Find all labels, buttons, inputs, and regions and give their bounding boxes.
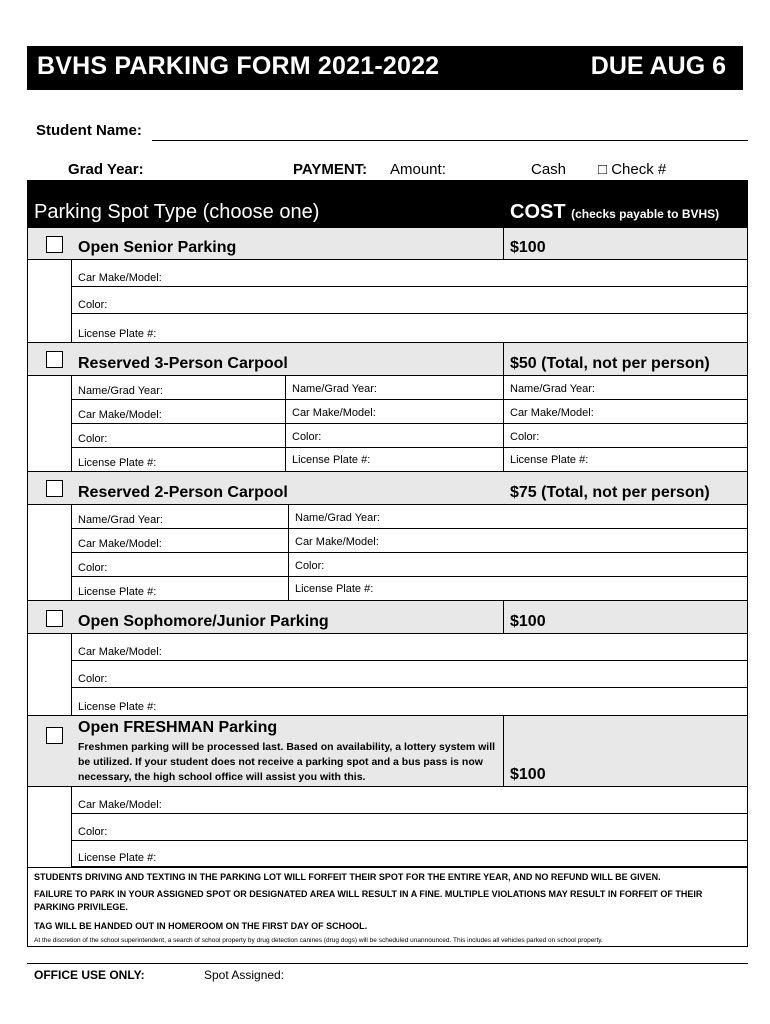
freshman-checkbox[interactable] bbox=[46, 727, 63, 744]
field-label: License Plate #: bbox=[78, 586, 157, 598]
field-label: Name/Grad Year: bbox=[78, 385, 163, 397]
divider bbox=[503, 716, 504, 786]
field-label: Car Make/Model: bbox=[78, 409, 162, 421]
senior-car-field[interactable] bbox=[72, 260, 747, 287]
section-senior bbox=[28, 227, 747, 260]
cost-header bbox=[510, 201, 719, 224]
carpool2-cost: $75 (Total, not per person) bbox=[510, 484, 710, 501]
office-use bbox=[27, 963, 748, 982]
field-label: Car Make/Model: bbox=[292, 407, 376, 419]
field-label: Color: bbox=[295, 560, 325, 572]
notice-tag: TAG WILL BE HANDED OUT IN HOMEROOM ON THE FIRST DAY OF SCHOOL. bbox=[34, 921, 368, 931]
notice-search: At the discretion of the school superintendent, a search of school property by drug detection canines (drug dogs) will be scheduled unannounced. This includes all vehicles parked on school property. bbox=[34, 937, 603, 944]
carpool2-car-row[interactable] bbox=[72, 529, 747, 553]
field-label: Color: bbox=[78, 673, 108, 685]
divider bbox=[503, 228, 504, 259]
carpool3-col2 bbox=[285, 376, 377, 471]
row-gutter bbox=[28, 260, 72, 342]
cash-label: Cash bbox=[531, 161, 567, 178]
field-label: Color: bbox=[78, 562, 108, 574]
carpool3-color-row[interactable] bbox=[72, 424, 747, 448]
field-label: Color: bbox=[292, 431, 322, 443]
field-label: License Plate #: bbox=[78, 328, 157, 340]
freshman-note: Freshmen parking will be processed last. Based on availability, a lottery system will be utilized. If your student does not receive a parking spot and a bus pass is now necessary, the high school office will assist you with this. bbox=[78, 741, 496, 783]
freshman-plate-field[interactable] bbox=[72, 841, 747, 867]
section-sophjr bbox=[28, 600, 747, 634]
carpool2-title: Reserved 2-Person Carpool bbox=[78, 484, 288, 501]
field-label: License Plate #: bbox=[78, 701, 157, 713]
senior-checkbox[interactable] bbox=[46, 236, 63, 253]
check-label: □ Check # bbox=[598, 161, 667, 178]
carpool2-col2 bbox=[288, 505, 380, 600]
type-header: Parking Spot Type (choose one) bbox=[34, 201, 320, 223]
carpool3-car-row[interactable] bbox=[72, 400, 747, 424]
carpool2-checkbox[interactable] bbox=[46, 480, 63, 497]
section-carpool2 bbox=[28, 471, 747, 505]
row-gutter bbox=[28, 787, 72, 867]
field-label: Car Make/Model: bbox=[78, 799, 162, 811]
table-header bbox=[28, 181, 747, 227]
sophjr-checkbox[interactable] bbox=[46, 610, 63, 627]
freshman-title: Open FRESHMAN Parking bbox=[78, 719, 278, 736]
payment-label: PAYMENT: bbox=[293, 161, 368, 178]
cost-note: (checks payable to BVHS) bbox=[571, 207, 720, 221]
field-label: Color: bbox=[78, 299, 108, 311]
carpool3-title: Reserved 3-Person Carpool bbox=[78, 355, 288, 372]
section-carpool3 bbox=[28, 342, 747, 376]
field-label: Name/Grad Year: bbox=[295, 512, 380, 524]
field-label: Color: bbox=[510, 431, 540, 443]
spot-assigned-label: Spot Assigned: bbox=[204, 968, 285, 982]
field-label: Name/Grad Year: bbox=[292, 383, 377, 395]
carpool2-plate-row[interactable] bbox=[72, 577, 747, 600]
senior-cost: $100 bbox=[510, 239, 546, 256]
field-label: License Plate #: bbox=[78, 852, 157, 864]
notice-fine: FAILURE TO PARK IN YOUR ASSIGNED SPOT OR DESIGNATED AREA WILL RESULT IN A FINE. MULTIPLE VIOLATIONS MAY RESULT IN FORFEIT OF THEIR PARKING PRIVILEGE. bbox=[34, 889, 703, 912]
field-label: Car Make/Model: bbox=[78, 272, 162, 284]
grad-year-label: Grad Year: bbox=[68, 161, 144, 178]
form-title: BVHS PARKING FORM 2021-2022 bbox=[37, 52, 440, 80]
carpool2-name-row[interactable] bbox=[72, 505, 747, 529]
senior-color-field[interactable] bbox=[72, 287, 747, 314]
carpool3-checkbox[interactable] bbox=[46, 351, 63, 368]
carpool3-col3 bbox=[503, 376, 595, 471]
carpool3-plate-row[interactable] bbox=[72, 448, 747, 471]
cost-header-label: COST bbox=[510, 201, 566, 223]
row-gutter bbox=[28, 505, 72, 600]
row-gutter bbox=[28, 634, 72, 715]
due-date: DUE AUG 6 bbox=[590, 52, 726, 80]
title-bar bbox=[27, 46, 743, 90]
amount-label: Amount: bbox=[390, 161, 446, 178]
carpool3-name-row[interactable] bbox=[72, 376, 747, 400]
notices bbox=[28, 867, 747, 944]
office-use-label: OFFICE USE ONLY: bbox=[34, 968, 145, 982]
sophjr-plate-field[interactable] bbox=[72, 688, 747, 715]
field-label: Name/Grad Year: bbox=[510, 383, 595, 395]
parking-table bbox=[27, 180, 748, 947]
freshman-color-field[interactable] bbox=[72, 814, 747, 841]
section-freshman bbox=[28, 715, 747, 787]
sophjr-cost: $100 bbox=[510, 613, 546, 630]
field-label: License Plate #: bbox=[292, 454, 371, 466]
freshman-car-field[interactable] bbox=[72, 787, 747, 814]
row-gutter bbox=[28, 376, 72, 471]
field-label: Car Make/Model: bbox=[510, 407, 594, 419]
carpool2-color-row[interactable] bbox=[72, 553, 747, 577]
student-name-label: Student Name: bbox=[36, 122, 142, 139]
field-label: Name/Grad Year: bbox=[78, 514, 163, 526]
divider bbox=[503, 601, 504, 633]
field-label: License Plate #: bbox=[78, 457, 157, 469]
senior-plate-field[interactable] bbox=[72, 314, 747, 342]
field-label: Color: bbox=[78, 433, 108, 445]
field-label: Car Make/Model: bbox=[295, 536, 379, 548]
field-label: License Plate #: bbox=[295, 583, 374, 595]
carpool3-cost: $50 (Total, not per person) bbox=[510, 355, 710, 372]
sophjr-title: Open Sophomore/Junior Parking bbox=[78, 613, 329, 630]
field-label: License Plate #: bbox=[510, 454, 589, 466]
field-label: Color: bbox=[78, 826, 108, 838]
divider bbox=[503, 343, 504, 375]
field-label: Car Make/Model: bbox=[78, 646, 162, 658]
freshman-cost: $100 bbox=[510, 766, 546, 783]
sophjr-color-field[interactable] bbox=[72, 661, 747, 688]
field-label: Car Make/Model: bbox=[78, 538, 162, 550]
student-name-field[interactable] bbox=[152, 140, 748, 141]
notice-texting: STUDENTS DRIVING AND TEXTING IN THE PARKING LOT WILL FORFEIT THEIR SPOT FOR THE ENTIRE YEAR, AND NO REFUND WILL BE GIVEN. bbox=[34, 872, 661, 882]
sophjr-car-field[interactable] bbox=[72, 634, 747, 661]
senior-title: Open Senior Parking bbox=[78, 239, 237, 256]
